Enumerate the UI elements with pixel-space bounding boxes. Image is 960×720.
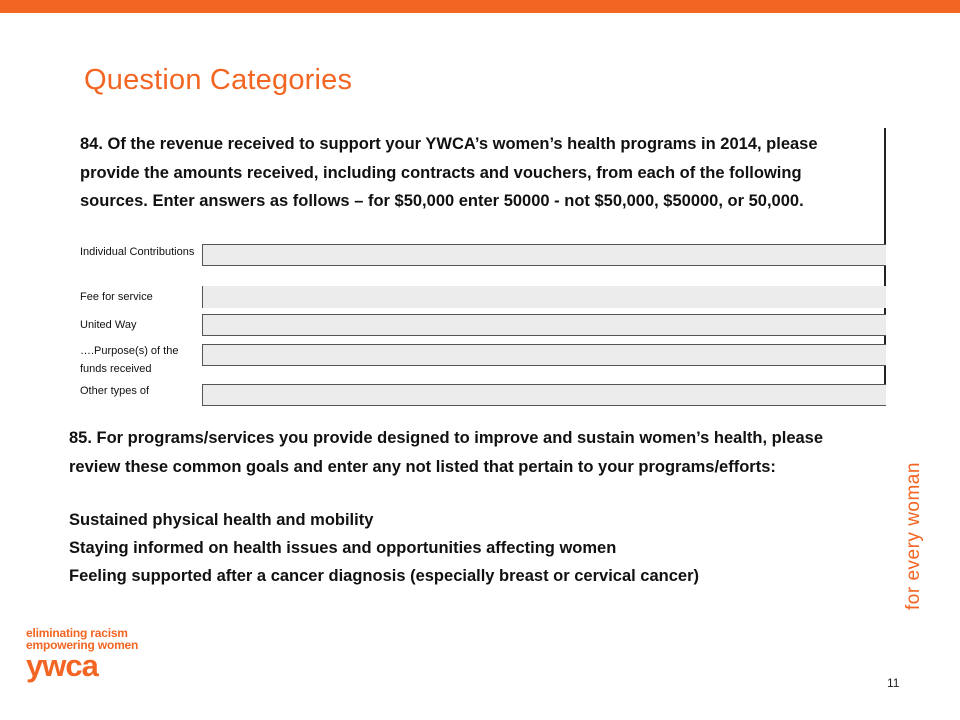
row-label: Other types of xyxy=(80,385,150,397)
row-label: United Way xyxy=(80,319,137,331)
slide-title: Question Categories xyxy=(84,64,353,96)
logo-slogan-line-2: empowering women xyxy=(26,638,139,652)
amount-input[interactable] xyxy=(202,314,886,336)
logo-wordmark: ywca xyxy=(26,648,98,683)
goal-item: Sustained physical health and mobility xyxy=(69,511,374,529)
question-84-text: 84. Of the revenue received to support your YWCA’s women’s health programs in 2014, please provide the amounts received, including contracts and vouchers, from each of the following sources. Enter answers as follows – for $50,000 enter 50000 - not $50,000, $50000, or 50,000. xyxy=(80,135,818,210)
logo-slogan-line-1: eliminating racism xyxy=(26,626,128,640)
goal-item: Staying informed on health issues and opportunities affecting women xyxy=(69,539,617,557)
amount-input[interactable] xyxy=(202,286,886,308)
row-label: Individual Contributions xyxy=(80,246,195,258)
goal-item: Feeling supported after a cancer diagnosis (especially breast or cervical cancer) xyxy=(69,567,700,585)
amount-input[interactable] xyxy=(202,244,886,266)
purpose-input[interactable] xyxy=(202,344,886,366)
top-accent-bar xyxy=(0,0,960,13)
goals-list xyxy=(69,506,869,590)
question-85-text: 85. For programs/services you provide designed to improve and sustain women’s health, please review these common goals and enter any not listed that pertain to your programs/efforts: xyxy=(69,429,824,476)
tagline: for every woman xyxy=(903,462,924,610)
row-label: Fee for service xyxy=(80,291,153,303)
question-84-excerpt xyxy=(80,128,886,397)
page-number: 11 xyxy=(887,676,900,690)
ywca-logo xyxy=(26,626,139,683)
amount-input[interactable] xyxy=(202,384,886,406)
row-label: ….Purpose(s) of the funds received xyxy=(80,345,179,375)
question-85-excerpt xyxy=(69,424,869,606)
